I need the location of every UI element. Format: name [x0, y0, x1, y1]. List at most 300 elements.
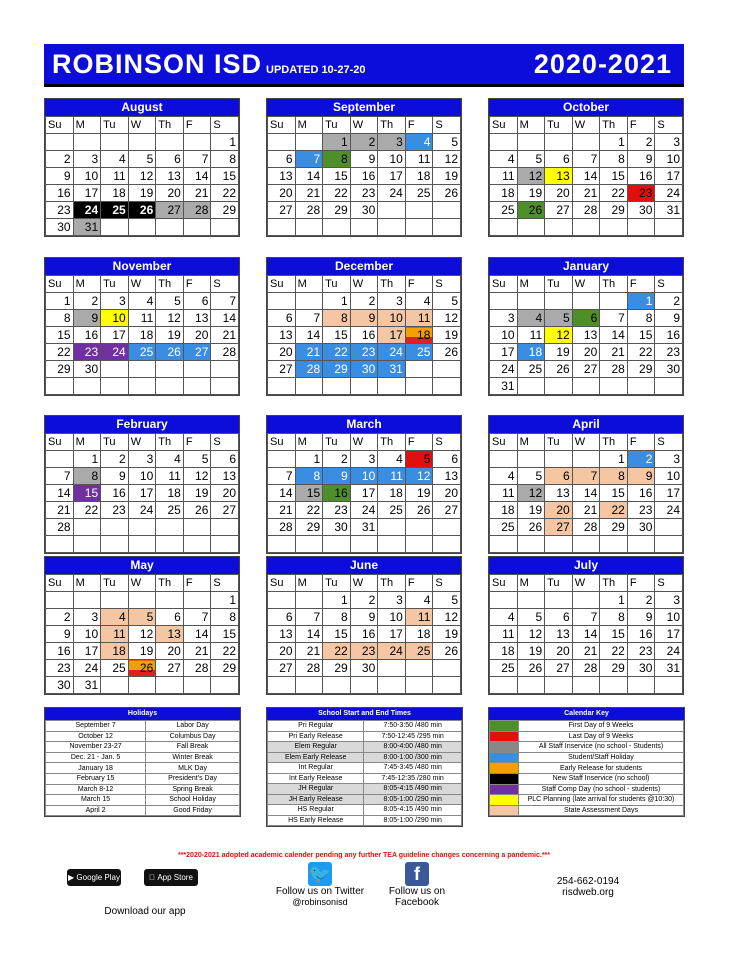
day-cell: 7 [295, 310, 323, 327]
schedule-row [268, 773, 462, 784]
week-row [46, 519, 239, 536]
week-row [490, 677, 683, 694]
day-header: M [517, 575, 545, 592]
day-header: Su [490, 434, 518, 451]
day-cell [211, 677, 239, 694]
day-cell: 1 [600, 134, 628, 151]
month-name: August [45, 99, 239, 116]
day-header: F [405, 117, 433, 134]
schedule-time: 7:45-12:35 /280 min [364, 773, 462, 784]
day-cell: 21 [268, 502, 296, 519]
day-cell: 17 [655, 168, 683, 185]
day-cell: 25 [405, 344, 433, 361]
day-cell: 4 [405, 592, 433, 609]
week-row [46, 626, 239, 643]
week-row [490, 134, 683, 151]
day-cell: 17 [655, 485, 683, 502]
day-cell: 22 [323, 643, 351, 660]
day-cell: 3 [378, 134, 406, 151]
week-row [46, 361, 239, 378]
day-header: Th [156, 434, 184, 451]
day-cell: 28 [183, 660, 211, 677]
day-cell: 7 [572, 609, 600, 626]
day-cell: 18 [405, 626, 433, 643]
key-label: New Staff Inservice (no school) [519, 773, 684, 784]
day-header: Tu [545, 276, 573, 293]
schedule-level: JH Early Release [268, 794, 364, 805]
day-cell: 1 [323, 293, 351, 310]
day-cell: 15 [295, 485, 323, 502]
day-header: F [183, 575, 211, 592]
week-row [46, 609, 239, 626]
day-cell: 21 [183, 185, 211, 202]
holiday-name: Labor Day [146, 721, 240, 732]
day-cell [101, 592, 129, 609]
day-cell: 3 [655, 451, 683, 468]
week-row [46, 677, 239, 694]
day-cell: 17 [73, 643, 101, 660]
week-row [268, 202, 461, 219]
day-cell: 13 [433, 468, 461, 485]
schedule-row [268, 784, 462, 795]
week-row [268, 451, 461, 468]
day-cell: 5 [128, 151, 156, 168]
week-row [268, 609, 461, 626]
month-september [266, 98, 462, 237]
day-cell: 14 [572, 626, 600, 643]
key-swatch [490, 731, 519, 742]
day-cell [128, 519, 156, 536]
day-cell: 21 [295, 643, 323, 660]
holiday-name: Columbus Day [146, 731, 240, 742]
day-cell: 28 [572, 660, 600, 677]
day-cell: 23 [73, 344, 101, 361]
day-cell: 4 [517, 310, 545, 327]
day-cell: 31 [378, 361, 406, 378]
day-cell: 9 [46, 168, 74, 185]
day-cell: 5 [433, 592, 461, 609]
day-header: S [655, 117, 683, 134]
contact-block [540, 876, 636, 898]
day-cell: 8 [600, 468, 628, 485]
day-cell: 12 [183, 468, 211, 485]
day-header: S [433, 575, 461, 592]
day-cell: 1 [73, 451, 101, 468]
day-cell [572, 293, 600, 310]
day-cell: 19 [128, 185, 156, 202]
day-cell [433, 677, 461, 694]
school-times-table [267, 720, 462, 826]
day-cell [490, 536, 518, 553]
day-cell [405, 660, 433, 677]
day-header-row [46, 117, 239, 134]
week-row [46, 134, 239, 151]
day-cell [183, 378, 211, 395]
day-header: Su [268, 276, 296, 293]
day-cell [545, 293, 573, 310]
day-cell: 22 [600, 502, 628, 519]
day-cell: 4 [128, 293, 156, 310]
day-cell: 24 [378, 643, 406, 660]
day-header: W [350, 575, 378, 592]
day-cell: 10 [655, 468, 683, 485]
day-cell: 28 [46, 519, 74, 536]
day-cell: 29 [323, 202, 351, 219]
day-cell [46, 134, 74, 151]
holiday-row [46, 795, 240, 806]
day-cell: 27 [156, 660, 184, 677]
day-cell [268, 536, 296, 553]
schedule-level: HS Early Release [268, 815, 364, 826]
schedule-row [268, 731, 462, 742]
day-cell: 12 [405, 468, 433, 485]
week-row [490, 344, 683, 361]
month-table [45, 574, 239, 694]
day-cell: 8 [600, 151, 628, 168]
day-cell: 7 [268, 468, 296, 485]
day-cell: 12 [128, 168, 156, 185]
day-cell [183, 677, 211, 694]
schedule-time: 8:05-1:00 /290 min [364, 794, 462, 805]
schedule-level: Int Regular [268, 763, 364, 774]
day-cell: 3 [73, 609, 101, 626]
day-header: Su [46, 434, 74, 451]
day-cell [156, 378, 184, 395]
month-table [489, 275, 683, 395]
week-row [46, 151, 239, 168]
calendar-key-table [489, 720, 684, 816]
day-cell: 20 [268, 643, 296, 660]
key-swatch [490, 795, 519, 806]
day-cell: 1 [211, 592, 239, 609]
day-cell: 30 [323, 519, 351, 536]
day-header-row [46, 575, 239, 592]
day-cell: 13 [211, 468, 239, 485]
key-label: Student/Staff Holiday [519, 752, 684, 763]
day-cell: 1 [323, 134, 351, 151]
day-cell: 6 [268, 310, 296, 327]
day-header: M [517, 276, 545, 293]
day-cell: 3 [101, 293, 129, 310]
day-cell [517, 677, 545, 694]
day-cell [156, 592, 184, 609]
day-cell: 9 [101, 468, 129, 485]
day-header: M [517, 117, 545, 134]
day-cell: 13 [268, 168, 296, 185]
day-cell: 14 [268, 485, 296, 502]
key-row [490, 805, 684, 816]
day-cell: 9 [350, 310, 378, 327]
day-cell: 25 [405, 185, 433, 202]
day-cell: 20 [545, 643, 573, 660]
day-cell: 17 [655, 626, 683, 643]
day-cell: 19 [128, 643, 156, 660]
day-cell: 25 [128, 344, 156, 361]
day-cell: 11 [405, 609, 433, 626]
day-cell [545, 677, 573, 694]
week-row [268, 185, 461, 202]
day-cell: 26 [128, 660, 156, 677]
schedule-level: Int Early Release [268, 773, 364, 784]
day-cell [101, 361, 129, 378]
day-cell: 5 [405, 451, 433, 468]
day-cell: 27 [268, 202, 296, 219]
day-cell: 29 [323, 660, 351, 677]
day-cell: 10 [490, 327, 518, 344]
month-name: April [489, 416, 683, 433]
schedule-row [268, 794, 462, 805]
day-cell: 7 [46, 468, 74, 485]
day-cell: 14 [295, 327, 323, 344]
day-cell [433, 361, 461, 378]
day-header: Tu [545, 117, 573, 134]
day-cell: 3 [128, 451, 156, 468]
day-cell [73, 592, 101, 609]
day-header: Su [268, 117, 296, 134]
day-header: Tu [323, 276, 351, 293]
day-cell: 18 [128, 327, 156, 344]
key-row [490, 742, 684, 753]
day-cell [517, 592, 545, 609]
day-cell: 9 [655, 310, 683, 327]
day-cell: 16 [350, 626, 378, 643]
day-cell: 16 [46, 185, 74, 202]
day-cell: 6 [156, 609, 184, 626]
day-cell: 24 [378, 344, 406, 361]
day-cell: 19 [405, 485, 433, 502]
month-name: September [267, 99, 461, 116]
day-cell: 20 [183, 327, 211, 344]
day-cell: 19 [517, 502, 545, 519]
day-cell: 29 [46, 361, 74, 378]
day-header: W [128, 434, 156, 451]
day-cell [156, 519, 184, 536]
week-row [490, 185, 683, 202]
schedule-row [268, 815, 462, 826]
day-cell: 15 [600, 168, 628, 185]
day-cell: 26 [183, 502, 211, 519]
day-header: Su [46, 117, 74, 134]
day-cell: 16 [627, 485, 655, 502]
day-header: Th [600, 434, 628, 451]
day-cell: 24 [73, 202, 101, 219]
day-cell: 19 [433, 168, 461, 185]
day-cell: 25 [490, 660, 518, 677]
day-cell: 25 [405, 643, 433, 660]
month-june [266, 556, 462, 695]
day-cell: 30 [46, 219, 74, 236]
day-cell: 4 [490, 468, 518, 485]
day-cell: 31 [655, 202, 683, 219]
day-cell [490, 134, 518, 151]
download-app-label: Download our app [104, 906, 186, 917]
day-cell [46, 378, 74, 395]
pandemic-notice: ***2020-2021 adopted academic calender pending any further TEA guideline changes concerning a pandemic.*** [177, 852, 551, 859]
day-cell: 20 [545, 502, 573, 519]
day-cell [295, 677, 323, 694]
day-cell [268, 378, 296, 395]
month-table [489, 116, 683, 236]
day-cell: 8 [323, 609, 351, 626]
day-cell: 24 [101, 344, 129, 361]
day-cell [545, 592, 573, 609]
day-cell [517, 293, 545, 310]
day-cell [128, 361, 156, 378]
day-cell [128, 592, 156, 609]
day-cell [433, 378, 461, 395]
day-cell: 29 [211, 660, 239, 677]
day-header: F [405, 276, 433, 293]
week-row [490, 626, 683, 643]
day-cell: 26 [433, 185, 461, 202]
day-cell: 12 [433, 609, 461, 626]
day-cell [156, 219, 184, 236]
day-cell [323, 677, 351, 694]
day-header-row [268, 117, 461, 134]
month-name: February [45, 416, 239, 433]
day-cell: 11 [378, 468, 406, 485]
day-cell: 31 [350, 519, 378, 536]
day-cell [73, 519, 101, 536]
day-cell [73, 134, 101, 151]
day-header-row [268, 276, 461, 293]
day-cell: 13 [545, 168, 573, 185]
day-cell: 3 [655, 134, 683, 151]
day-cell [101, 219, 129, 236]
day-cell: 22 [627, 344, 655, 361]
twitter-block[interactable] [270, 862, 370, 908]
day-cell [627, 378, 655, 395]
week-row [46, 378, 239, 395]
day-cell: 31 [490, 378, 518, 395]
day-cell: 11 [405, 151, 433, 168]
day-cell: 23 [323, 502, 351, 519]
day-header-row [268, 575, 461, 592]
website-link[interactable]: risdweb.org [562, 887, 614, 898]
day-cell [378, 677, 406, 694]
key-label: Early Release for students [519, 763, 684, 774]
week-row [268, 378, 461, 395]
day-cell: 28 [572, 519, 600, 536]
day-cell: 15 [600, 626, 628, 643]
week-row [490, 151, 683, 168]
week-row [490, 378, 683, 395]
day-cell [295, 219, 323, 236]
week-row [46, 293, 239, 310]
day-cell: 23 [46, 202, 74, 219]
day-header: F [627, 117, 655, 134]
day-cell: 17 [128, 485, 156, 502]
day-cell: 21 [183, 643, 211, 660]
day-cell: 11 [490, 485, 518, 502]
day-cell: 26 [433, 344, 461, 361]
day-cell: 7 [295, 151, 323, 168]
day-cell: 27 [156, 202, 184, 219]
day-cell: 15 [73, 485, 101, 502]
day-header: M [73, 434, 101, 451]
month-name: June [267, 557, 461, 574]
day-cell: 10 [73, 168, 101, 185]
day-cell: 2 [655, 293, 683, 310]
day-cell: 4 [156, 451, 184, 468]
day-cell [572, 451, 600, 468]
day-header: Th [378, 276, 406, 293]
day-header: S [433, 276, 461, 293]
day-cell [545, 451, 573, 468]
day-cell: 19 [545, 344, 573, 361]
day-cell: 7 [600, 310, 628, 327]
day-cell [405, 378, 433, 395]
day-cell [128, 677, 156, 694]
day-cell: 8 [73, 468, 101, 485]
week-row [46, 451, 239, 468]
holiday-date: October 12 [46, 731, 146, 742]
day-header: W [350, 434, 378, 451]
month-table [489, 574, 683, 694]
week-row [268, 344, 461, 361]
week-row [46, 344, 239, 361]
day-header-row [46, 276, 239, 293]
day-cell: 25 [517, 361, 545, 378]
week-row [268, 219, 461, 236]
month-name: October [489, 99, 683, 116]
day-cell [405, 202, 433, 219]
day-cell: 6 [211, 451, 239, 468]
google-play-badge[interactable]: ▶ Google Play [67, 869, 121, 886]
day-cell [156, 361, 184, 378]
day-cell: 2 [627, 134, 655, 151]
day-cell [572, 536, 600, 553]
facebook-icon: f [405, 862, 429, 886]
twitter-follow-text: Follow us on Twitter [275, 886, 365, 897]
day-header: Tu [545, 575, 573, 592]
day-cell: 20 [545, 185, 573, 202]
day-cell: 13 [183, 310, 211, 327]
day-cell [545, 536, 573, 553]
day-cell [211, 536, 239, 553]
day-cell: 6 [545, 609, 573, 626]
day-cell [46, 592, 74, 609]
week-row [490, 293, 683, 310]
day-cell [600, 378, 628, 395]
day-header: F [627, 434, 655, 451]
day-header: Th [600, 276, 628, 293]
day-header: M [517, 434, 545, 451]
week-row [490, 592, 683, 609]
day-cell: 27 [211, 502, 239, 519]
facebook-block[interactable] [372, 862, 462, 908]
app-store-badge[interactable]: App Store [144, 869, 198, 886]
day-header: F [627, 276, 655, 293]
day-cell: 1 [600, 451, 628, 468]
day-cell [295, 293, 323, 310]
day-cell: 19 [433, 327, 461, 344]
day-cell [405, 361, 433, 378]
day-cell [627, 219, 655, 236]
week-row [490, 485, 683, 502]
day-cell: 15 [211, 168, 239, 185]
day-cell: 18 [101, 185, 129, 202]
day-header: F [183, 276, 211, 293]
day-cell [655, 536, 683, 553]
day-cell [295, 536, 323, 553]
day-cell: 10 [73, 626, 101, 643]
twitter-icon: 🐦 [308, 864, 332, 884]
key-swatch [490, 805, 519, 816]
holiday-date: January 18 [46, 763, 146, 774]
day-cell [572, 592, 600, 609]
day-cell: 4 [101, 609, 129, 626]
